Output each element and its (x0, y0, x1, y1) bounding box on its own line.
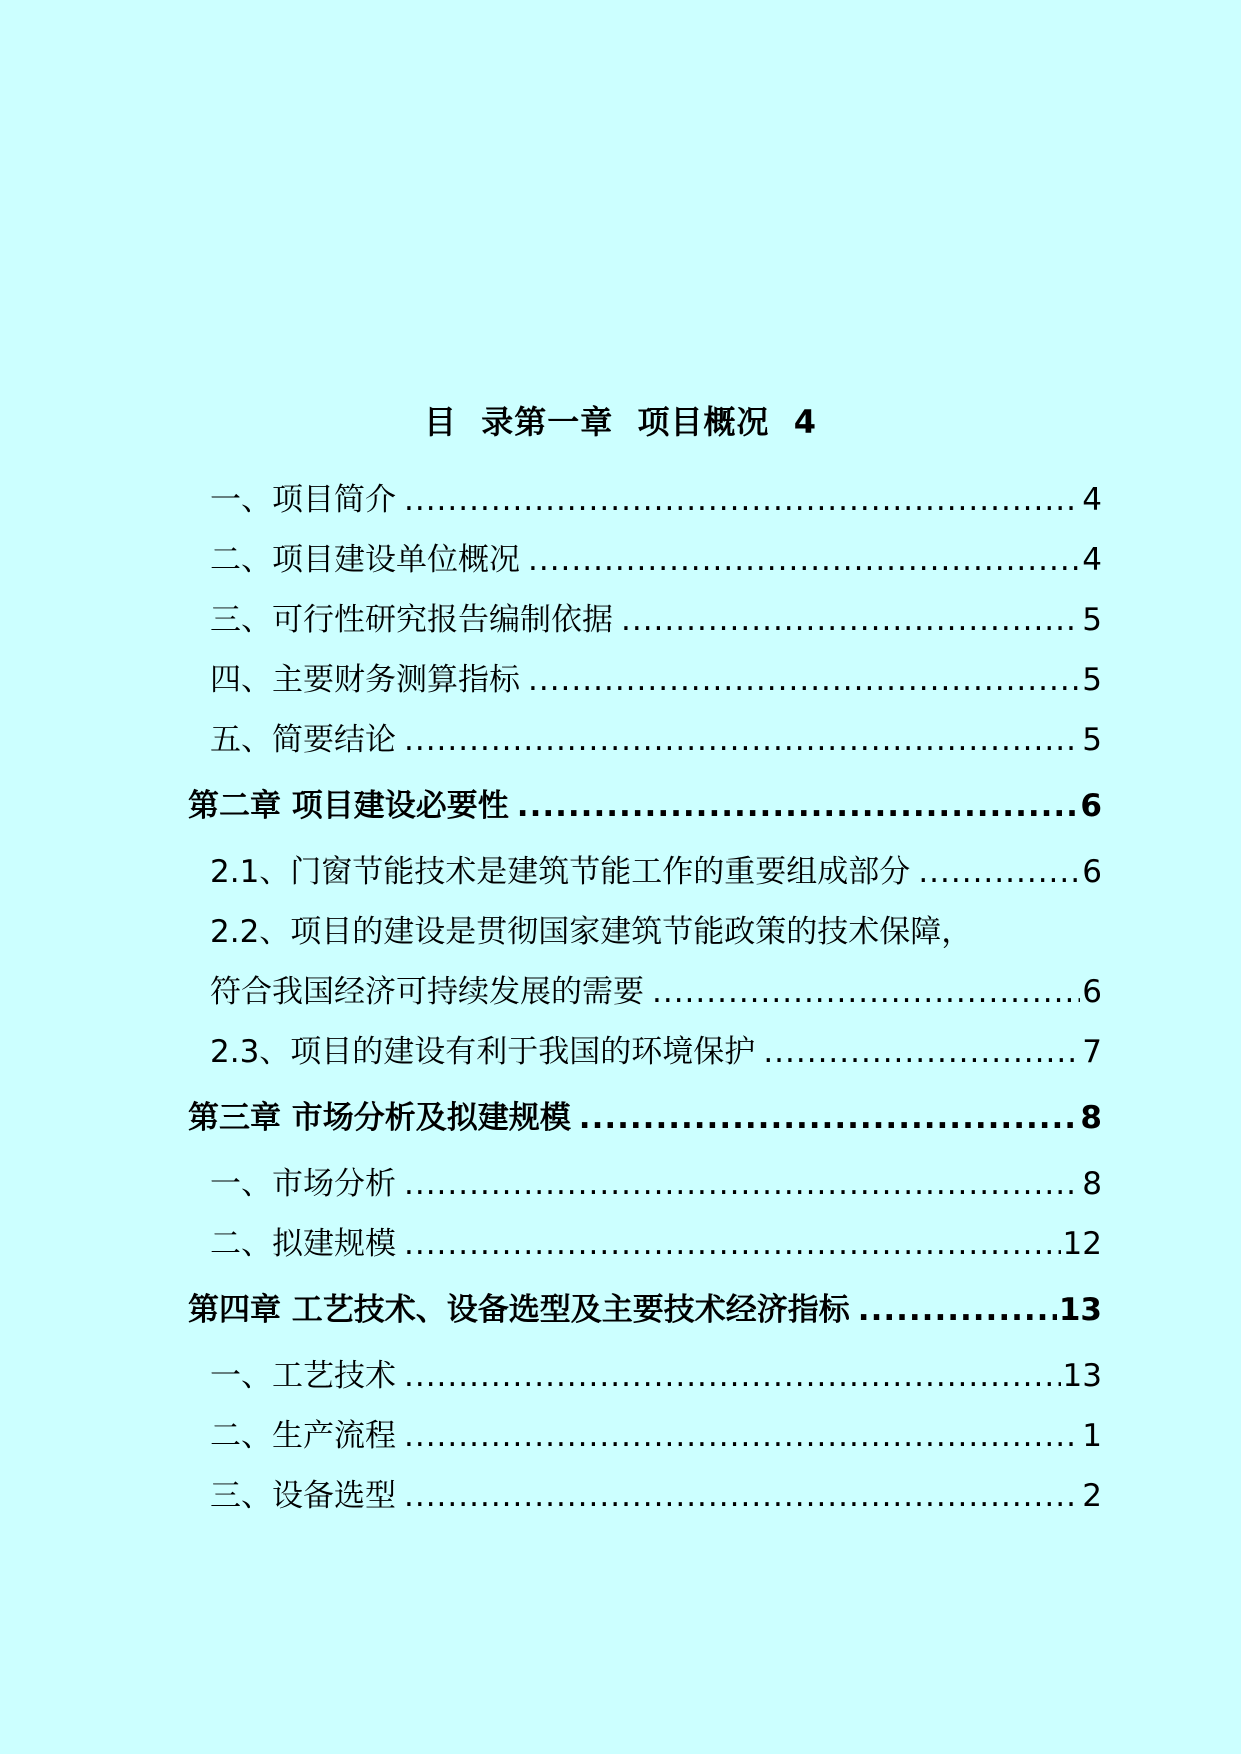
toc-entry-label: 第四章 工艺技术、设备选型及主要技术经济指标 (188, 1292, 850, 1328)
toc-entry-label: 一、项目简介 (210, 482, 396, 518)
table-of-contents (188, 470, 1102, 1526)
toc-chapter-entry[interactable] (188, 1274, 1102, 1346)
toc-entry-label: 一、工艺技术 (210, 1358, 396, 1394)
toc-leader-dots (517, 770, 1079, 842)
toc-leader-dots (918, 842, 1080, 902)
toc-entry-label: 2.1、门窗节能技术是建筑节能工作的重要组成部分 (210, 854, 911, 890)
toc-chapter-entry[interactable] (188, 1082, 1102, 1154)
toc-entry-label: 二、项目建设单位概况 (210, 542, 520, 578)
toc-page-number: 7 (1082, 1034, 1102, 1070)
toc-leader-dots (404, 1466, 1080, 1526)
toc-entry-label: 第三章 市场分析及拟建规模 (188, 1100, 571, 1136)
toc-leader-dots (763, 1022, 1080, 1082)
toc-page-number: 13 (1058, 1292, 1102, 1328)
toc-chapter-entry[interactable] (188, 770, 1102, 842)
toc-page-number: 5 (1082, 722, 1102, 758)
toc-page-number: 8 (1082, 1166, 1102, 1202)
toc-leader-dots (404, 1154, 1080, 1214)
toc-entry[interactable] (188, 590, 1102, 650)
toc-leader-dots (404, 710, 1080, 770)
toc-page-number: 1 (1082, 1418, 1102, 1454)
toc-entry[interactable] (188, 1406, 1102, 1466)
toc-leader-dots (404, 1406, 1080, 1466)
toc-leader-dots (404, 470, 1080, 530)
toc-page-number: 8 (1080, 1100, 1102, 1136)
toc-entry-label: 第二章 项目建设必要性 (188, 788, 509, 824)
toc-page-number: 6 (1082, 974, 1102, 1010)
toc-entry-label: 二、拟建规模 (210, 1226, 396, 1262)
toc-page-number: 4 (1082, 542, 1102, 578)
toc-title: 目 录第一章 项目概况 4 (423, 403, 818, 441)
toc-entry-label: 四、主要财务测算指标 (210, 662, 520, 698)
toc-entry[interactable] (188, 530, 1102, 590)
toc-entry[interactable] (188, 1466, 1102, 1526)
toc-entry[interactable] (188, 710, 1102, 770)
toc-entry[interactable] (188, 1346, 1102, 1406)
toc-page-number: 6 (1080, 788, 1102, 824)
toc-entry[interactable] (188, 1154, 1102, 1214)
toc-page-number: 12 (1062, 1226, 1102, 1262)
toc-entry[interactable] (188, 842, 1102, 902)
toc-entry-label: 五、简要结论 (210, 722, 396, 758)
toc-page-number: 2 (1082, 1478, 1102, 1514)
toc-entry[interactable] (188, 650, 1102, 710)
toc-entry-label: 三、可行性研究报告编制依据 (210, 602, 613, 638)
toc-leader-dots (404, 1214, 1061, 1274)
toc-entry-label: 符合我国经济可持续发展的需要 (210, 974, 644, 1010)
toc-page-number: 4 (1082, 482, 1102, 518)
toc-leader-dots (858, 1274, 1057, 1346)
toc-entry[interactable] (188, 902, 1102, 962)
toc-leader-dots (528, 530, 1080, 590)
toc-page-number: 6 (1082, 854, 1102, 890)
toc-entry[interactable] (188, 1022, 1102, 1082)
toc-leader-dots (621, 590, 1080, 650)
toc-leader-dots (404, 1346, 1061, 1406)
toc-entry-label: 2.2、项目的建设是贯彻国家建筑节能政策的技术保障， (210, 914, 973, 950)
toc-entry[interactable] (188, 1214, 1102, 1274)
toc-entry-label: 三、设备选型 (210, 1478, 396, 1514)
toc-leader-dots (579, 1082, 1079, 1154)
toc-entry-label: 二、生产流程 (210, 1418, 396, 1454)
toc-entry-label: 一、市场分析 (210, 1166, 396, 1202)
toc-entry[interactable] (188, 470, 1102, 530)
toc-entry[interactable] (188, 962, 1102, 1022)
toc-leader-dots (652, 962, 1080, 1022)
toc-page-number: 5 (1082, 602, 1102, 638)
toc-entry-label: 2.3、项目的建设有利于我国的环境保护 (210, 1034, 756, 1070)
toc-leader-dots (528, 650, 1080, 710)
toc-page-number: 13 (1062, 1358, 1102, 1394)
toc-page-number: 5 (1082, 662, 1102, 698)
